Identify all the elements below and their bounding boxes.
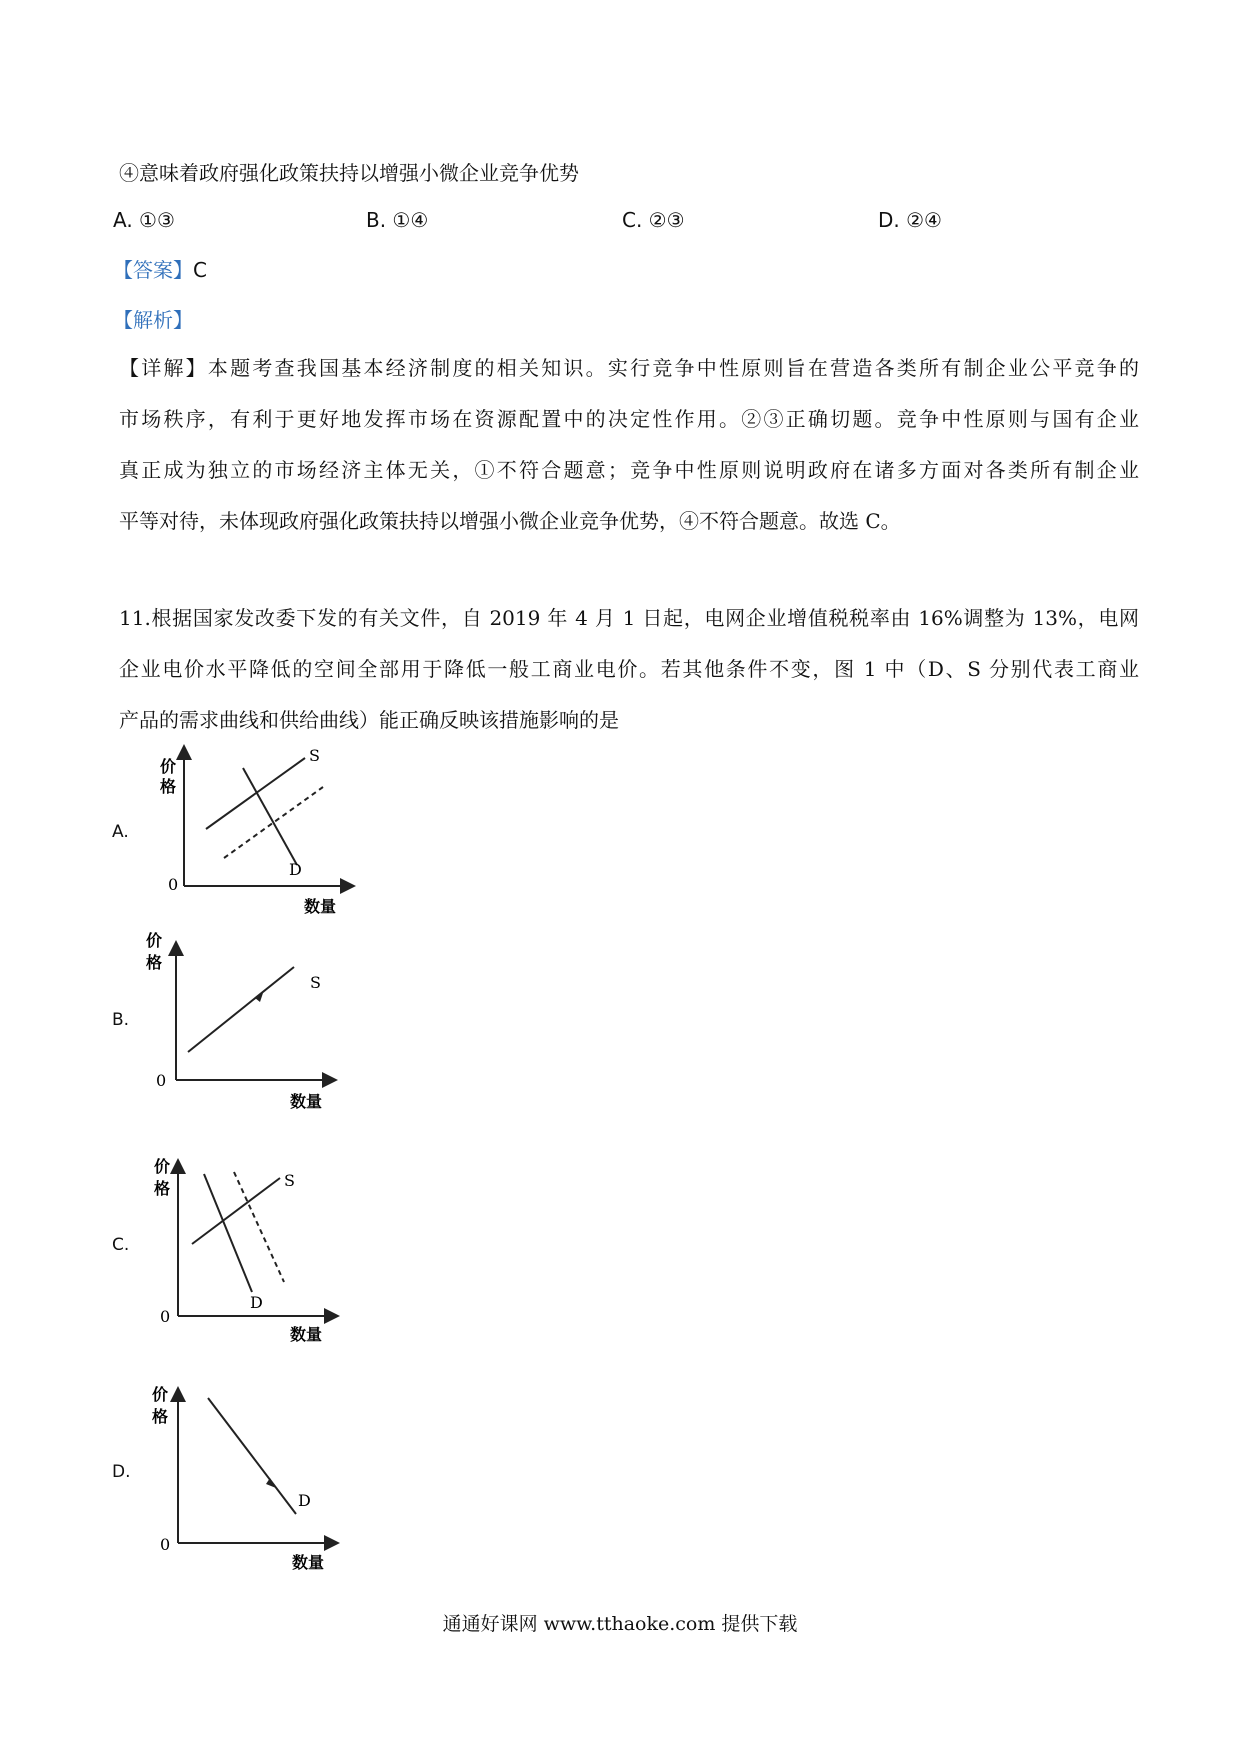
graph-d bbox=[140, 1378, 380, 1578]
graph-b bbox=[140, 930, 380, 1115]
q11-line-1: 11.根据国家发改委下发的有关文件，自 2019 年 4 月 1 日起，电网企业增值税税率由 16%调整为 13%，电网 bbox=[119, 606, 1139, 630]
graph-a-xlabel: 数量 bbox=[304, 897, 337, 916]
graph-a-svg bbox=[140, 740, 380, 925]
graph-c bbox=[140, 1148, 380, 1348]
graph-a-origin: 0 bbox=[168, 875, 179, 894]
graph-b-supply-curve bbox=[188, 967, 294, 1052]
graph-a-supply-curve bbox=[206, 758, 305, 829]
graph-d-ylabel-2: 格 bbox=[152, 1407, 169, 1426]
question-11 bbox=[119, 593, 1139, 746]
page-footer: 通通好课网 www.tthaoke.com 提供下载 bbox=[442, 1613, 798, 1635]
graph-b-ylabel-1: 价 bbox=[146, 931, 163, 950]
detail-paragraph bbox=[119, 343, 1139, 547]
option-b: B. ①④ bbox=[366, 208, 429, 232]
answer-tag: 【答案】 bbox=[113, 258, 193, 282]
q11-line-2: 企业电价水平降低的空间全部用于降低一般工商业电价。若其他条件不变，图 1 中（D、S 分别代表工商业 bbox=[119, 657, 1139, 681]
graph-c-demand-curve bbox=[204, 1174, 252, 1292]
graph-c-svg bbox=[140, 1148, 380, 1348]
graph-b-option-label: B. bbox=[112, 1010, 130, 1030]
graph-d-ylabel-1: 价 bbox=[152, 1385, 169, 1404]
graph-a-ylabel-1: 价 bbox=[160, 757, 177, 776]
answer-line bbox=[113, 255, 1133, 285]
detail-line-3: 真正成为独立的市场经济主体无关，①不符合题意；竞争中性原则说明政府在诸多方面对各类所有制企业 bbox=[119, 458, 1139, 482]
graph-c-supply-curve bbox=[192, 1178, 280, 1244]
graph-c-curve-d-label: D bbox=[250, 1293, 263, 1312]
graph-b-svg bbox=[140, 930, 380, 1115]
analysis-tag: 【解析】 bbox=[113, 308, 193, 332]
detail-line-2: 市场秩序，有利于更好地发挥市场在资源配置中的决定性作用。②③正确切题。竞争中性原则与国有企业 bbox=[119, 407, 1139, 431]
q11-line-3: 产品的需求曲线和供给曲线）能正确反映该措施影响的是 bbox=[119, 708, 619, 732]
graph-d-curve-d-label: D bbox=[298, 1491, 311, 1510]
graph-a-curve-d-label: D bbox=[289, 860, 302, 879]
graph-a-curve-s-label: S bbox=[309, 746, 320, 765]
option-a: A. ①③ bbox=[113, 208, 175, 232]
detail-line-4: 平等对待，未体现政府强化政策扶持以增强小微企业竞争优势，④不符合题意。故选 C。 bbox=[119, 509, 901, 533]
detail-line-1: 【详解】本题考查我国基本经济制度的相关知识。实行竞争中性原则旨在营造各类所有制企业公平竞争的 bbox=[119, 356, 1140, 380]
graph-d-option-label: D. bbox=[112, 1462, 131, 1482]
option-c: C. ②③ bbox=[622, 208, 685, 232]
statement-4: ④意味着政府强化政策扶持以增强小微企业竞争优势 bbox=[119, 161, 579, 185]
graph-b-xlabel: 数量 bbox=[290, 1092, 323, 1111]
graph-c-option-label: C. bbox=[112, 1235, 130, 1255]
graph-b-origin: 0 bbox=[156, 1071, 167, 1090]
graph-c-curve-s-label: S bbox=[284, 1171, 295, 1190]
graph-b-curve-s-label: S bbox=[310, 973, 321, 992]
graph-d-origin: 0 bbox=[160, 1535, 171, 1554]
graph-d-xlabel: 数量 bbox=[292, 1553, 325, 1572]
graph-a bbox=[140, 740, 380, 925]
graph-a-ylabel-2: 格 bbox=[160, 777, 177, 796]
graph-d-demand-curve bbox=[208, 1398, 296, 1514]
graph-c-ylabel-1: 价 bbox=[154, 1157, 171, 1176]
graph-a-option-label: A. bbox=[112, 822, 129, 842]
graph-d-svg bbox=[140, 1378, 380, 1578]
option-d: D. ②④ bbox=[878, 208, 942, 232]
answer-value: C bbox=[193, 258, 207, 282]
graph-b-ylabel-2: 格 bbox=[146, 953, 163, 972]
graph-c-origin: 0 bbox=[160, 1307, 171, 1326]
detail-tag: 【详解】 bbox=[119, 356, 208, 380]
graph-c-ylabel-2: 格 bbox=[154, 1179, 171, 1198]
graph-c-xlabel: 数量 bbox=[290, 1325, 323, 1344]
